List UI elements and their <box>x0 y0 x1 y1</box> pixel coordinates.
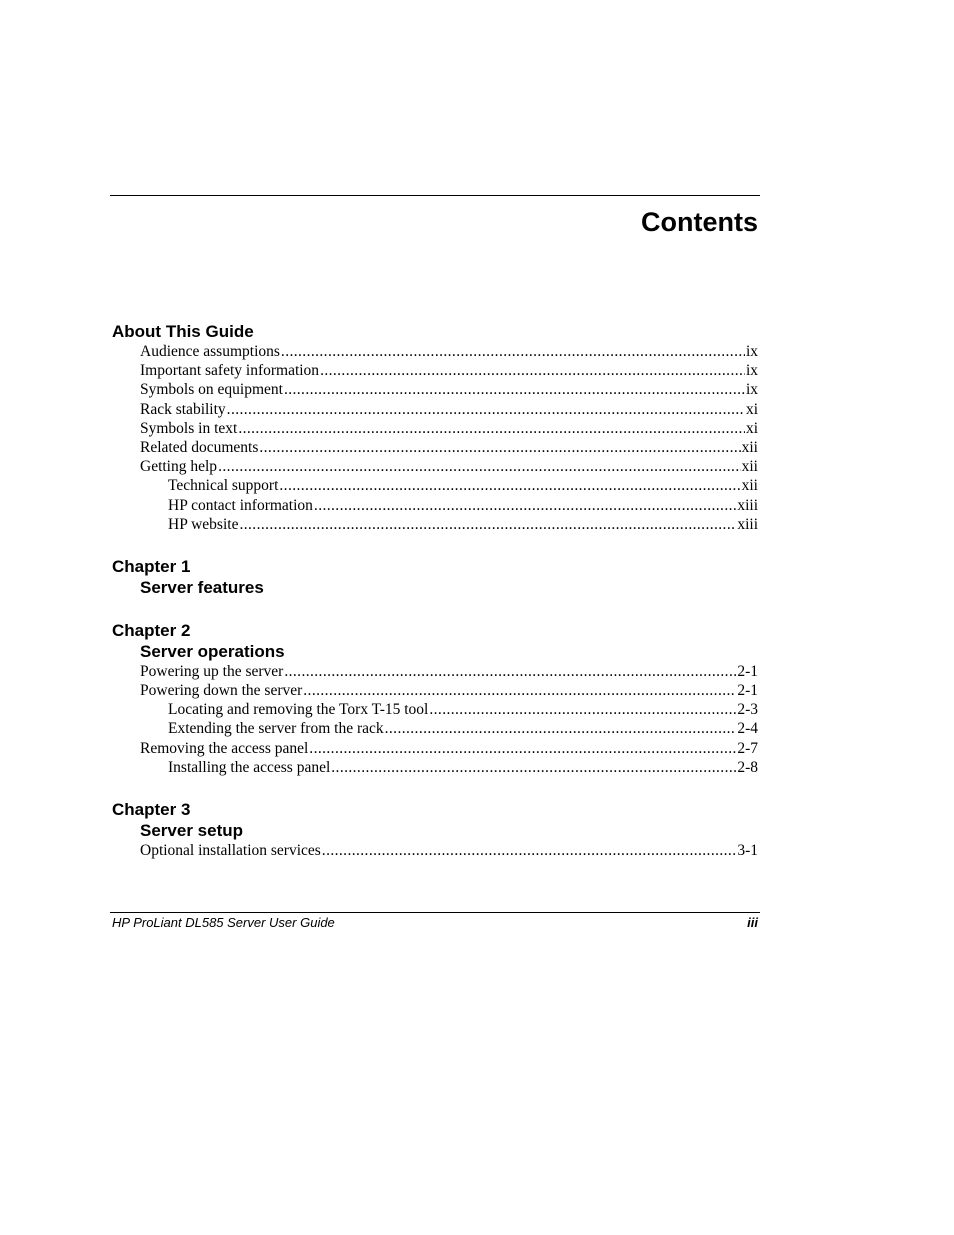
toc-entry-label: Audience assumptions <box>140 343 280 360</box>
toc-entry-label: Rack stability <box>140 400 226 418</box>
toc-chapter-title-2[interactable]: Server operations <box>140 641 285 661</box>
toc-chapter-label-1[interactable]: Chapter 1 <box>112 556 191 576</box>
toc-entry-powering-down-the-server[interactable] <box>112 681 758 700</box>
toc-entry-label: Symbols on equipment <box>140 381 283 399</box>
page-title: Contents <box>641 207 758 237</box>
toc-entry-removing-the-access-panel[interactable] <box>112 739 758 758</box>
toc-leader-dots <box>284 662 736 681</box>
toc-chapter-label-3[interactable]: Chapter 3 <box>112 800 191 819</box>
toc-entry-label: Getting help <box>140 458 218 476</box>
toc-entry-page: xii <box>741 458 758 476</box>
toc-entry-technical-support[interactable] <box>112 476 758 495</box>
footer-rule <box>110 912 760 913</box>
toc-entry-label: Powering down the server <box>140 682 303 700</box>
toc-leader-dots <box>227 400 745 419</box>
toc-leader-dots <box>281 342 745 361</box>
toc-leader-dots <box>259 438 740 457</box>
toc-chapter-label-2[interactable]: Chapter 2 <box>112 620 191 640</box>
toc-entry-page: xii <box>741 477 758 495</box>
toc-entry-label: HP contact information <box>168 496 313 514</box>
toc-entry-page: xiii <box>737 496 758 514</box>
toc-entry-important-safety-information[interactable] <box>112 361 758 380</box>
toc-leader-dots <box>429 700 736 719</box>
toc-leader-dots <box>284 380 745 399</box>
toc-entry-page: xii <box>741 438 758 456</box>
toc-entry-label: Important safety information <box>140 362 320 380</box>
table-of-contents <box>112 321 758 860</box>
toc-leader-dots <box>320 361 745 380</box>
toc-entry-page: ix <box>745 381 758 399</box>
toc-leader-dots <box>309 739 736 758</box>
toc-leader-dots <box>322 841 737 860</box>
toc-entry-installing-the-access-panel[interactable] <box>112 758 758 777</box>
toc-entry-optional-installation-services[interactable] <box>112 841 758 860</box>
toc-entry-page: 2-3 <box>737 701 758 719</box>
toc-leader-dots <box>218 457 741 476</box>
header-rule <box>110 195 760 196</box>
toc-entry-page: 2-8 <box>737 758 758 776</box>
toc-entry-label: Removing the access panel <box>140 739 309 757</box>
toc-entry-audience-assumptions[interactable] <box>112 342 758 361</box>
toc-entry-related-documents[interactable] <box>112 438 758 457</box>
toc-entry-label: Locating and removing the Torx T-15 tool <box>168 701 429 719</box>
toc-leader-dots <box>239 515 736 534</box>
toc-entry-rack-stability[interactable] <box>112 400 758 419</box>
toc-entry-powering-up-the-server[interactable] <box>112 662 758 681</box>
footer-guide-title: HP ProLiant DL585 Server User Guide <box>112 915 335 930</box>
toc-entry-page: xi <box>745 400 758 418</box>
toc-entry-label: Symbols in text <box>140 419 238 437</box>
toc-entry-page: 3-1 <box>737 842 758 859</box>
toc-entry-label: Powering up the server <box>140 662 284 680</box>
toc-entry-symbols-on-equipment[interactable] <box>112 380 758 399</box>
toc-chapter-title-1[interactable]: Server features <box>140 577 264 597</box>
toc-section-heading-about[interactable]: About This Guide <box>112 322 254 341</box>
footer-page-number: iii <box>747 915 758 930</box>
toc-entry-extending-the-server[interactable] <box>112 719 758 738</box>
section-spacer <box>112 777 758 799</box>
toc-leader-dots <box>279 476 740 495</box>
toc-leader-dots <box>331 758 736 777</box>
toc-entry-page: xi <box>745 419 758 437</box>
toc-chapter-title-3[interactable]: Server setup <box>140 821 243 840</box>
toc-entry-page: xiii <box>737 515 758 533</box>
toc-entry-label: Technical support <box>168 477 279 495</box>
toc-entry-getting-help[interactable] <box>112 457 758 476</box>
toc-entry-page: ix <box>745 362 758 380</box>
toc-entry-page: 2-4 <box>737 720 758 738</box>
toc-entry-page: 2-7 <box>737 739 758 757</box>
toc-entry-label: HP website <box>168 515 239 533</box>
toc-entry-page: 2-1 <box>737 662 758 680</box>
toc-leader-dots <box>314 496 736 515</box>
toc-leader-dots <box>303 681 736 700</box>
toc-entry-torx-tool[interactable] <box>112 700 758 719</box>
toc-entry-hp-website[interactable] <box>112 515 758 534</box>
toc-leader-dots <box>238 419 745 438</box>
toc-leader-dots <box>385 719 737 738</box>
toc-entry-hp-contact-information[interactable] <box>112 496 758 515</box>
toc-entry-label: Extending the server from the rack <box>168 720 384 738</box>
toc-entry-label: Installing the access panel <box>168 758 331 776</box>
toc-entry-label: Related documents <box>140 438 259 456</box>
toc-entry-page: 2-1 <box>737 682 758 700</box>
toc-entry-label: Optional installation services <box>140 842 321 859</box>
section-spacer <box>112 534 758 556</box>
section-spacer <box>112 598 758 620</box>
toc-entry-symbols-in-text[interactable] <box>112 419 758 438</box>
toc-entry-page: ix <box>745 343 758 360</box>
